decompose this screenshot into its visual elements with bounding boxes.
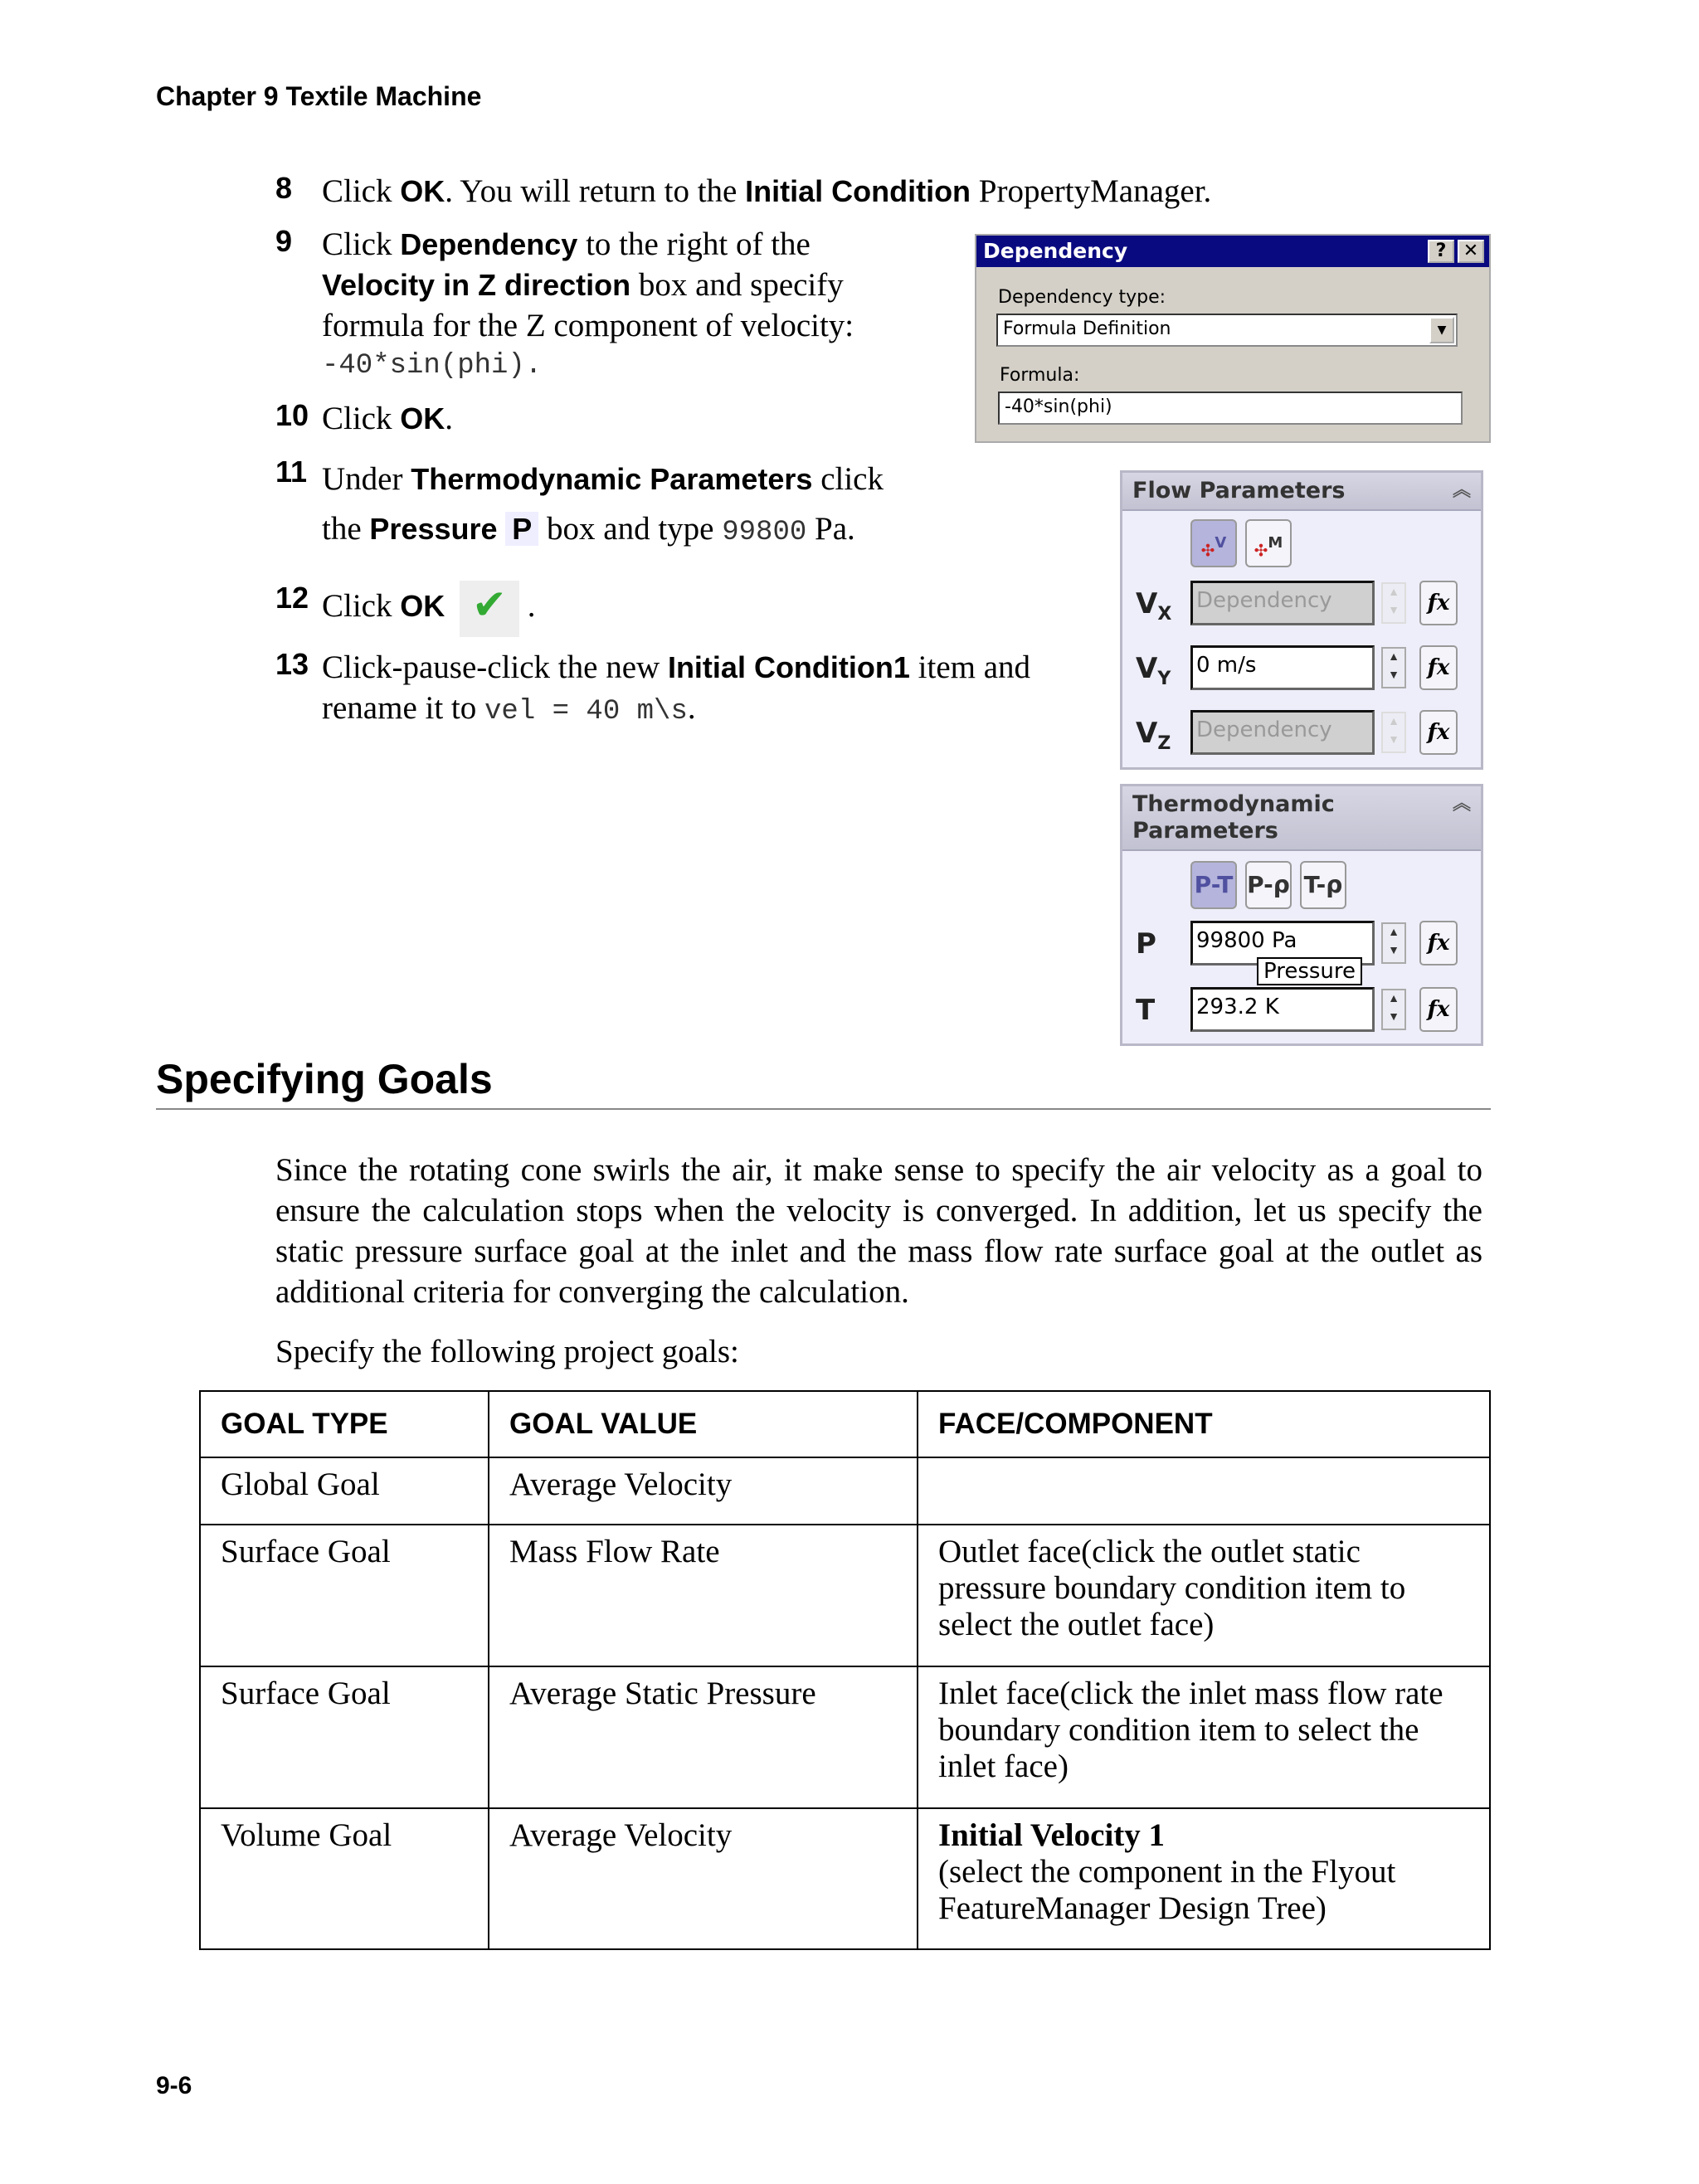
step-9 <box>275 224 906 387</box>
t: item and <box>909 649 1031 685</box>
p-rho-toggle[interactable]: P-ρ <box>1245 861 1292 909</box>
chevron-down-icon[interactable]: ▼ <box>1429 317 1454 343</box>
cell: Surface Goal <box>200 1525 489 1666</box>
temperature-dependency-button[interactable]: fx <box>1419 987 1458 1032</box>
pressure-p-icon: P <box>505 512 538 546</box>
vy-row <box>1122 645 1481 692</box>
vy-dependency-button[interactable]: fx <box>1419 645 1458 690</box>
panel-title: Flow Parameters <box>1132 478 1346 503</box>
p-t-toggle[interactable]: P-T <box>1190 861 1237 909</box>
flow-parameters-panel <box>1120 470 1483 770</box>
cell <box>918 1457 1490 1525</box>
dependency-type-select[interactable] <box>996 314 1458 347</box>
vy-label: $V_Y$ <box>1136 652 1171 689</box>
vx-input[interactable]: Dependency <box>1190 581 1375 625</box>
t: Pa. <box>806 511 855 547</box>
dialog-titlebar <box>976 236 1489 267</box>
cell: Global Goal <box>200 1457 489 1525</box>
mach-toggle[interactable] <box>1245 519 1292 567</box>
step-12 <box>275 581 536 637</box>
help-button[interactable]: ? <box>1428 240 1454 263</box>
t: PropertyManager. <box>971 173 1212 209</box>
t: (select the component in the Flyout FeatureManager Design Tree) <box>938 1854 1396 1926</box>
t: to the right of the <box>577 226 811 262</box>
t: click <box>812 461 884 497</box>
t: Click <box>322 173 401 209</box>
chapter-header: Chapter 9 Textile Machine <box>156 81 482 111</box>
cell: Mass Flow Rate <box>489 1525 918 1666</box>
pressure-input[interactable]: 99800 Pa <box>1190 921 1375 966</box>
pressure-label: P <box>1136 927 1156 961</box>
collapse-icon[interactable]: ︽ <box>1452 480 1471 501</box>
panel-header[interactable] <box>1122 473 1481 511</box>
formula-label: Formula: <box>1000 365 1080 386</box>
vz-dependency-button[interactable]: fx <box>1419 710 1458 755</box>
axes-icon: ✣ <box>1200 540 1215 561</box>
cell: Average Velocity <box>489 1457 918 1525</box>
t: Click <box>322 226 401 262</box>
goals-intro: Specify the following project goals: <box>275 1334 739 1369</box>
t: Dependency <box>400 227 578 261</box>
cell: Surface Goal <box>200 1666 489 1808</box>
table-row <box>200 1457 1490 1525</box>
table-header-row <box>200 1391 1490 1457</box>
t: M <box>1268 534 1283 552</box>
column-header: GOAL VALUE <box>489 1391 918 1457</box>
panel-title: Parameters <box>1132 818 1278 844</box>
ok-checkmark-icon: ✔ <box>460 581 519 637</box>
cell: Volume Goal <box>200 1808 489 1949</box>
select-value: Formula Definition <box>1003 319 1171 339</box>
t: rename it to <box>322 690 485 726</box>
column-header: FACE/COMPONENT <box>918 1391 1490 1457</box>
cell: Inlet face(click the inlet mass flow rate boundary condition item to select the inlet face) <box>918 1666 1490 1808</box>
velocity-toggle[interactable] <box>1190 519 1237 567</box>
t: Initial Condition1 <box>667 650 910 684</box>
t: OK <box>400 174 445 208</box>
t: V <box>1215 534 1227 552</box>
vz-row <box>1122 710 1481 756</box>
step-10 <box>275 398 453 439</box>
thermodynamic-parameters-panel <box>1120 784 1483 1046</box>
t-rho-toggle[interactable]: T-ρ <box>1300 861 1346 909</box>
dialog-title: Dependency <box>983 239 1128 263</box>
t: OK <box>400 588 445 623</box>
column-header: GOAL TYPE <box>200 1391 489 1457</box>
step-number: 10 <box>275 398 309 432</box>
goals-table <box>199 1390 1491 1950</box>
t: box and specify <box>630 267 844 303</box>
t: Click-pause-click the new <box>322 649 668 685</box>
table-row <box>200 1525 1490 1666</box>
t: Click <box>322 587 401 624</box>
cell <box>918 1808 1490 1949</box>
step-number: 12 <box>275 581 309 615</box>
panel-title: Thermodynamic <box>1132 791 1335 817</box>
t: Velocity in Z direction <box>322 268 631 302</box>
cell: Average Velocity <box>489 1808 918 1949</box>
vx-spinner[interactable]: ▲ ▼ <box>1381 582 1406 624</box>
step-8 <box>275 171 1211 212</box>
temperature-label: T <box>1136 994 1156 1027</box>
close-button[interactable]: ✕ <box>1458 240 1484 263</box>
dependency-dialog <box>975 234 1491 443</box>
pressure-dependency-button[interactable]: fx <box>1419 921 1458 966</box>
vz-input[interactable]: Dependency <box>1190 710 1375 755</box>
formula-input[interactable]: -40*sin(phi) <box>998 392 1463 425</box>
t: 99800 <box>722 517 807 548</box>
section-title: Specifying Goals <box>156 1056 493 1102</box>
t: Under <box>322 461 411 497</box>
formula-text: -40*sin(phi). <box>322 350 543 382</box>
cell: Outlet face(click the outlet static pressure boundary condition item to select the outlet face) <box>918 1525 1490 1666</box>
step-number: 13 <box>275 647 309 681</box>
step-13 <box>275 647 1105 732</box>
t: Thermodynamic Parameters <box>411 462 813 496</box>
section-divider <box>156 1108 1491 1110</box>
page-number: 9-6 <box>156 2072 192 2099</box>
step-11 <box>275 455 1105 557</box>
t: OK <box>400 401 445 435</box>
t: the <box>322 511 370 547</box>
step-number: 9 <box>275 224 293 258</box>
temperature-spinner[interactable]: ▲ ▼ <box>1381 989 1406 1030</box>
vx-dependency-button[interactable]: fx <box>1419 581 1458 625</box>
cell: Average Static Pressure <box>489 1666 918 1808</box>
t: formula for the Z component of velocity: <box>322 308 854 343</box>
vy-spinner[interactable]: ▲ ▼ <box>1381 647 1406 688</box>
step-number: 11 <box>275 455 308 489</box>
intro-paragraph: Since the rotating cone swirls the air, it make sense to specify the air velocity as a goal to ensure the calculation stops when the velocity is converged. In addition, let us specify the static pressure surface goal at the inlet and the mass flow rate surface goal at the outlet as additional criteria for converging the calculation. <box>275 1152 1482 1310</box>
axes-icon: ✣ <box>1254 540 1268 561</box>
vx-label: $V_X$ <box>1136 587 1172 625</box>
t: . <box>445 401 453 436</box>
pressure-tooltip: Pressure <box>1257 957 1362 985</box>
t: . <box>687 690 696 726</box>
t: Initial Condition <box>745 174 971 208</box>
table-row <box>200 1808 1490 1949</box>
vx-row <box>1122 581 1481 627</box>
t: Click <box>322 401 401 436</box>
pressure-spinner[interactable]: ▲ ▼ <box>1381 922 1406 964</box>
t: vel = 40 m\s <box>484 696 688 727</box>
t: Pressure <box>369 512 498 546</box>
dependency-type-label: Dependency type: <box>998 287 1166 308</box>
table-row <box>200 1666 1490 1808</box>
temperature-input[interactable]: 293.2 K <box>1190 987 1375 1032</box>
vy-input[interactable]: 0 m/s <box>1190 645 1375 690</box>
t: box and type <box>538 511 723 547</box>
step-number: 8 <box>275 171 293 205</box>
vz-spinner[interactable]: ▲ ▼ <box>1381 712 1406 753</box>
panel-header[interactable] <box>1122 786 1481 851</box>
t: . <box>519 587 536 624</box>
collapse-icon[interactable]: ︽ <box>1452 794 1471 815</box>
bold-note: Initial Velocity 1 <box>938 1817 1166 1853</box>
t: . You will return to the <box>445 173 746 209</box>
temperature-row <box>1122 987 1481 1034</box>
vz-label: $V_Z$ <box>1136 717 1171 754</box>
